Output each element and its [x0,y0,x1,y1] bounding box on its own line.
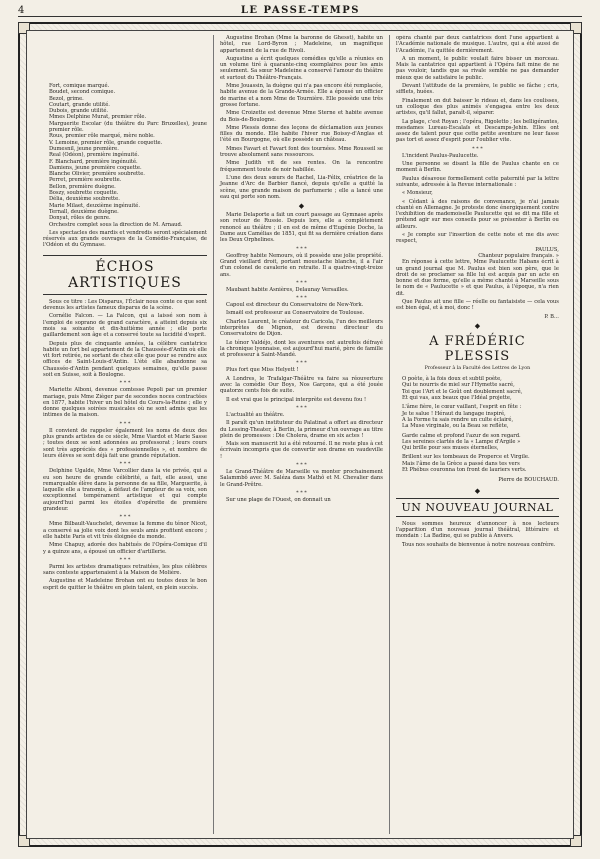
paragraph: Une personne se disant la fille de Paulus chante en ce moment à Berlin. [395,161,559,174]
star-separator: * * * [296,462,307,469]
diamond-separator: ◆ [474,486,481,495]
paragraph: Le Grand-Théâtre de Marseille va monter prochainement Salammbô avec M. Saléza dans Mathô et M. Chevalier dans le Grand-Prêtre. [219,469,383,488]
paragraph: La plage, c'est Royan ; l'opéra, Rigoletto ; les belligérantes, mesdames Lureau-Escalaïs et Descamps-Jehin. Elles ont assez de talent pour que cette petite aventure ne leur fasse pas tort et assez d'esprit pour l'oublier vite. [395,118,559,144]
paragraph: Maubant habite Asnières, Delaunay Versailles. [225,286,349,293]
cast-list-item: Blanche Olivier, première soubrette. [49,171,145,178]
paragraph: Mme Plessis donne des leçons de déclamation aux jeunes filles du monde. Elle habite l'hiver rue Boissy-d'Anglas et l'été en Bourgogne, où elle possède un château. [219,124,383,144]
paragraph: Depuis plus de cinquante années, la célèbre cantatrice habite un fort bel appartement de la Chaussée-d'Antin où elle vit fort retirée, ne sortant de chez elle que pour se rendre aux offices de Saint-Louis-d'Antin. L'été elle abandonne sa Chaussée-d'Antin pendant quelques semaines, qu'elle passe soit en Suisse, soit à Boulogne. [43,340,207,378]
paragraph: Les spectacles des mardis et vendredis seront spécialement réservés aux grands ouvrages de la Comédie-Française, de l'Odéon et du Gymnase. [43,229,207,249]
poem-line: Qui brille pour ses muses éternelles, [401,445,499,452]
cast-list-item: Boudet, second comique. [49,89,116,96]
paragraph: Sur une plage de l'Ouest, on donnait un [225,496,331,503]
star-separator: * * * [296,489,307,496]
paragraph: « Cédant à des raisons de convenance, je n'ai jamais chanté en Allemagne. Je proteste donc énergiquement contre l'exhibition de mademoiselle Paulucette qui se dit ma fille et prétend agir sur mes conseils pour se présenter à Berlin ou ailleurs. [395,198,559,230]
cast-list-item: Dubois, grande utilité. [49,108,109,115]
paragraph: L'une des deux sœurs de Rachel, Lia-Félix, créatrice de la Jeanne d'Arc de Barbier fiancé, depuis qu'elle a quitté la scène, une grande maison de parfumerie ; elle a lancé une eau qui porte son nom. [219,174,383,200]
cast-list-item: Bellon, première duègne. [49,183,116,190]
paragraph: Le ténor Valdéjo, dont les aventures ont autrefois défrayé la chronique lyonnaise, est aujourd'hui marié, père de famille et professeur à Saint-Mandé. [219,339,383,359]
paragraph: Capoul est directeur du Conservatoire de New-York. [225,302,364,309]
poem-line: Toi que l'Art et le Goût ont doublement sacré, [401,388,523,395]
paragraph: Ismaël est professeur au Conservatoire de Toulouse. [225,310,365,317]
diamond-separator: ◆ [298,202,305,211]
star-separator: * * * [296,404,307,411]
paragraph: Mais son manuscrit lui a été retourné. Il ne reste plus à cet écrivain incompris que de convertir son drame en vaudeville ! [219,441,383,460]
paragraph: En réponse à cette lettre, Mme Paulucette Habans écrit à un grand journal que M. Paulus est bien son père, que le droit de se proclamer sa fille lui est acquis par un acte en bonne et due forme, qu'elle a même chanté à Marseille sous le nom de « Paulucette » et que Paulus, à l'époque, n'a rien dit. [395,259,559,297]
cast-list-item: Damiens, jeune première coquette. [49,164,142,171]
cast-list-item: Rous, premier rôle marqué, mère noble. [49,133,155,140]
poem-line: L'âme fière, le cœur vaillant, l'esprit en fête : [401,404,522,411]
paragraph: L'incident Paulus-Paulucette. [401,152,479,159]
cast-list-item: V. Lemoine, premier rôle, grande coquette. [49,139,163,146]
poem-line: Garde calme et profond l'azur de son regard. [401,432,521,439]
paragraph: Mariette Alboni, devenue comtesse Pepoli par un premier mariage, puis Mme Zièger par de secondes noces contractées en 1877, habite l'hiver un bel hôtel du Cours-la-Reine ; elle y donne quelques soirées musicales où ne sont admis que les intimes de la maison. [43,387,207,419]
poem-line: Mais l'âme de la Grèce a passé dans tes vers [401,460,520,467]
paragraph: Geoffroy habite Nemours, où il possède une jolie propriété. Grand vieillard droit, portant moustache blanche, il a l'air d'un colonel de cavalerie en retraite. Il a quatre-vingt-treize ans. [219,252,383,278]
paragraph: Marie Delaporte a fait un court passage au Gymnase après son retour de Russie. Depuis lors, elle a complètement renoncé au théâtre ; il en est de même d'Eugénie Doche, la Dame aux Camélias de 1851, qui fit sa dernière création dans les Deux Orphelines. [219,212,383,244]
star-separator: * * * [119,461,131,468]
column-3 [389,35,565,834]
star-separator: * * * [296,245,307,252]
paragraph: Parmi les artistes dramatiques retraitées, les plus célèbres sans conteste appartenaient à la Maison de Molière. [43,563,207,577]
paragraph: Plus fort que Miss Helyett ! [225,367,299,374]
star-separator: * * * [296,360,307,367]
paragraph: « Monsieur, [401,190,433,197]
paragraph: A Londres, le Trafalgar-Théâtre va faire sa réouverture avec la comédie Our Boys, Nos Garçons, qui a été jouée quatorze cents fois de suite. [219,375,383,395]
cast-list [43,83,207,222]
paragraph: Paulus désavoue formellement cette paternité par la lettre suivante, adressée à la Revue internationale : [395,175,559,188]
poem-line: Les sereines clartés de la « Lampe d'Argile » [401,438,521,445]
poem-signature: Pierre de BOUCHAUD. [498,477,559,484]
star-separator: * * * [472,145,483,152]
paragraph: Nous sommes heureux d'annoncer à nos lecteurs l'apparition d'un nouveau journal théâtral, littéraire et mondain : La Badine, qui se publie à Anvers. [395,520,559,540]
paragraph: Tous nos souhaits de bienvenue à notre nouveau confrère. [401,541,556,548]
paragraph: Que Paulus ait une fille — réelle ou fantaisiste — cela vous est bien égal, et à moi, donc ! [395,298,559,312]
article-signature: P. B... [544,313,559,320]
paragraph: Augustine Brohan (Mme la baronne de Ghesst), habite un hôtel, rue Lord-Byron ; Madeleine, un magnifique appartement de la rue de Rivoli. [219,35,383,54]
paragraph: Orchestre complet sous la direction de M. Arnaud. [49,221,183,228]
cast-list-item: Marie Milaet, deuxième ingénuité. [49,202,140,209]
star-separator: * * * [296,295,307,302]
poem-line: Qui te nourris de miel sur l'Hymette sacré, [401,382,515,389]
cast-list-item: Coutart, grande utilité. [49,101,110,108]
paragraph: opéra chanté par deux cantatrices dont l'une appartient à l'Académie nationale de musique. L'autre, qui a été aussi de l'Académie, l'a quittée dernièrement. [395,35,559,54]
cast-list-item: Délia, deuxième soubrette. [49,196,120,203]
paragraph: L'actualité au théâtre. [225,411,285,418]
paragraph: Sous ce titre : Les Disparus, l'Éclair nous conte ce que sont devenus les artistes fameux disparus de la scène. [43,298,207,312]
poem-line: O poète, à la fois doux et subtil poète, [401,376,502,383]
cast-list-item: Real (Odéon), première ingénuité. [49,152,140,159]
announcement-title: UN NOUVEAU JOURNAL [396,498,559,517]
column-2 [213,35,389,834]
paragraph: Delphine Ugalde, Mme Varcollier dans la vie privée, qui a eu son heure de grande célébrité, a fait, elle aussi, une remarquable élève dans la personne de sa fille, Marguerite, à laquelle elle a transmis, à défaut de l'ampleur de sa voix, son exceptionnel tempérament artistique et qui compte aujourd'hui parmi les étoiles d'opérette de première grandeur. [43,468,207,513]
paragraph: Mme Bilbault-Vauchelet, devenue la femme du ténor Nicot, a conservé sa jolie voix dont les seuls amis profitent encore ; elle habite Paris et vit très éloignée du monde. [43,521,207,540]
cast-list-item: Perret, première soubrette. [49,177,122,184]
poem-line: Je te salue ! Héraut du langage inspiré, [401,410,506,417]
poem-line: La Muse virginale, ou la Beau se reflète, [401,423,509,430]
paragraph: Augustine et Madeleine Brohan ont eu toutes deux le bon esprit de quitter le théâtre en plein talent, en plein succès. [43,578,207,591]
star-separator: * * * [296,279,307,286]
letter-signature-title: Chanteur populaire français. » [478,252,559,259]
cast-list-item: Marguerite Escolar (du théâtre du Parc Bruxelles), jeune premier rôle. [49,120,207,134]
journal-title: LE PASSE-TEMPS [240,5,360,16]
paragraph: Mme Jouassin, la duègne qui n'a pas encore été remplacée, habite avenue de la Grande-Armée. Elle a épousé un officier de marine et a nom Mme de Tournière. Elle possède une très grosse fortune. [219,83,383,108]
paragraph: A un moment, le public voulait faire bisser un morceau. Mais la cantatrice qui appartient à l'Opéra fait mine de ne pas vouloir, tandis que sa rivale semble ne pas demander mieux que de satisfaire le public. [395,55,559,81]
paragraph: Mme Croizette est devenue Mme Sterne et habite avenue du Bois-de-Boulogne. [219,110,383,123]
star-separator: * * * [119,380,131,387]
column-1 [37,35,213,834]
poem-dedication: Professeur à la Faculté des Lettres de Lyon [424,365,531,371]
page-header [18,2,582,17]
paragraph: Devant l'attitude de la première, le public se fâche ; cris, sifflets, huées. [395,83,559,96]
letter-signature: PAULUS, [535,246,559,253]
poem-line: A la Forme tu sais rendre un culte éclairé, [401,416,514,423]
paragraph: Cornélie Falcon. — La Falcon, qui a laissé son nom à l'emploi de soprano de grand caractère, a atteint depuis six mois sa soixante et dix-huitième année ; elle porte gaillardement son âge et a conservé toute sa lucidité d'esprit. [43,313,207,339]
page-number: 4 [18,5,25,16]
poem-line: Et qui vas, aux beaux que l'Idéal projette, [401,395,512,402]
cast-list-item: Dumesnil, jeune première. [49,145,119,152]
poem-line: Et Phébus couronna ton front de lauriers verts. [401,467,527,474]
section-title: ÉCHOS ARTISTIQUES [43,255,207,295]
star-separator: * * * [119,420,131,427]
cast-list-item: Boszy, soubrette coquette. [49,190,119,197]
paragraph: Mme Chapuy, adorée des habitués de l'Opéra-Comique d'il y a quinze ans, a épousé un officier d'artillerie. [43,542,207,555]
cast-list-item: Mmes Delphine Murat, premier rôle. [49,114,147,121]
cast-list-item: Fort, comique marqué. [49,83,110,89]
star-separator: * * * [119,556,131,563]
paragraph: Il est vrai que le principal interprète est devenu fou ! [225,396,367,403]
paragraph: « Je compte sur l'insertion de cette note et me dis avec respect, [395,232,559,245]
paragraph: Mmes Favart et Favart font des tournées. Mme Rousseil se trouve absolument sans ressources. [219,145,383,159]
paragraph: Il convient de rappeler également les noms de deux des plus grands artistes de ce siècle, Mme Viardot et Marie Sasse ; toutes deux se sont adonnées au professorat ; leurs cours sont très appréciés des « professionnelles », et nombre de leurs élèves se sont déjà fait une grande réputation. [43,427,207,459]
cast-list-item: Donyat, rôles de genre. [49,215,111,222]
star-separator: * * * [119,514,131,521]
paragraph: Augustine a écrit quelques comédies qu'elle a réunies en un volume tiré à quarante-cinq exemplaires pour les amis seulement. Sa sœur Madeleine a conservé l'amour du théâtre et surtout du Théâtre-Français. [219,55,383,81]
cast-list-item: Ternall, deuxième duègne. [49,208,119,215]
diamond-separator: ◆ [474,321,481,330]
poem [396,376,559,473]
poem-line: Brillent sur les tombeaux de Properce et Virgile. [401,454,530,461]
ornamental-frame [18,22,582,847]
paragraph: Finalement on dut baisser le rideau et, dans les coulisses, un colloque des plus animés s'engagea entre les deux artistes, qu'il fallut, paraît-il, séparer. [395,97,559,117]
poem-title: A FRÉDÉRIC PLESSIS [429,333,526,364]
page-body [26,30,574,839]
cast-list-item: F. Blanchard, première ingénuité. [49,158,138,165]
paragraph: Charles Laurent, le créateur du Caricola, l'un des meilleurs interprètes de Mignon, est devenu directeur du Conservatoire de Dijon. [219,318,383,338]
paragraph: Il paraît qu'un instituteur du Palatinat a offert au directeur du Lessing-Theater, à Berlin, la primeur d'un ouvrage au titre plein de promesses : Die Cholera, drame en six actes ! [219,420,383,439]
cast-list-item: Bezol, grime. [49,95,84,102]
paragraph: Mme Judith vit de ses rentes. On la rencontre fréquemment toute de noir habillée. [219,160,383,173]
